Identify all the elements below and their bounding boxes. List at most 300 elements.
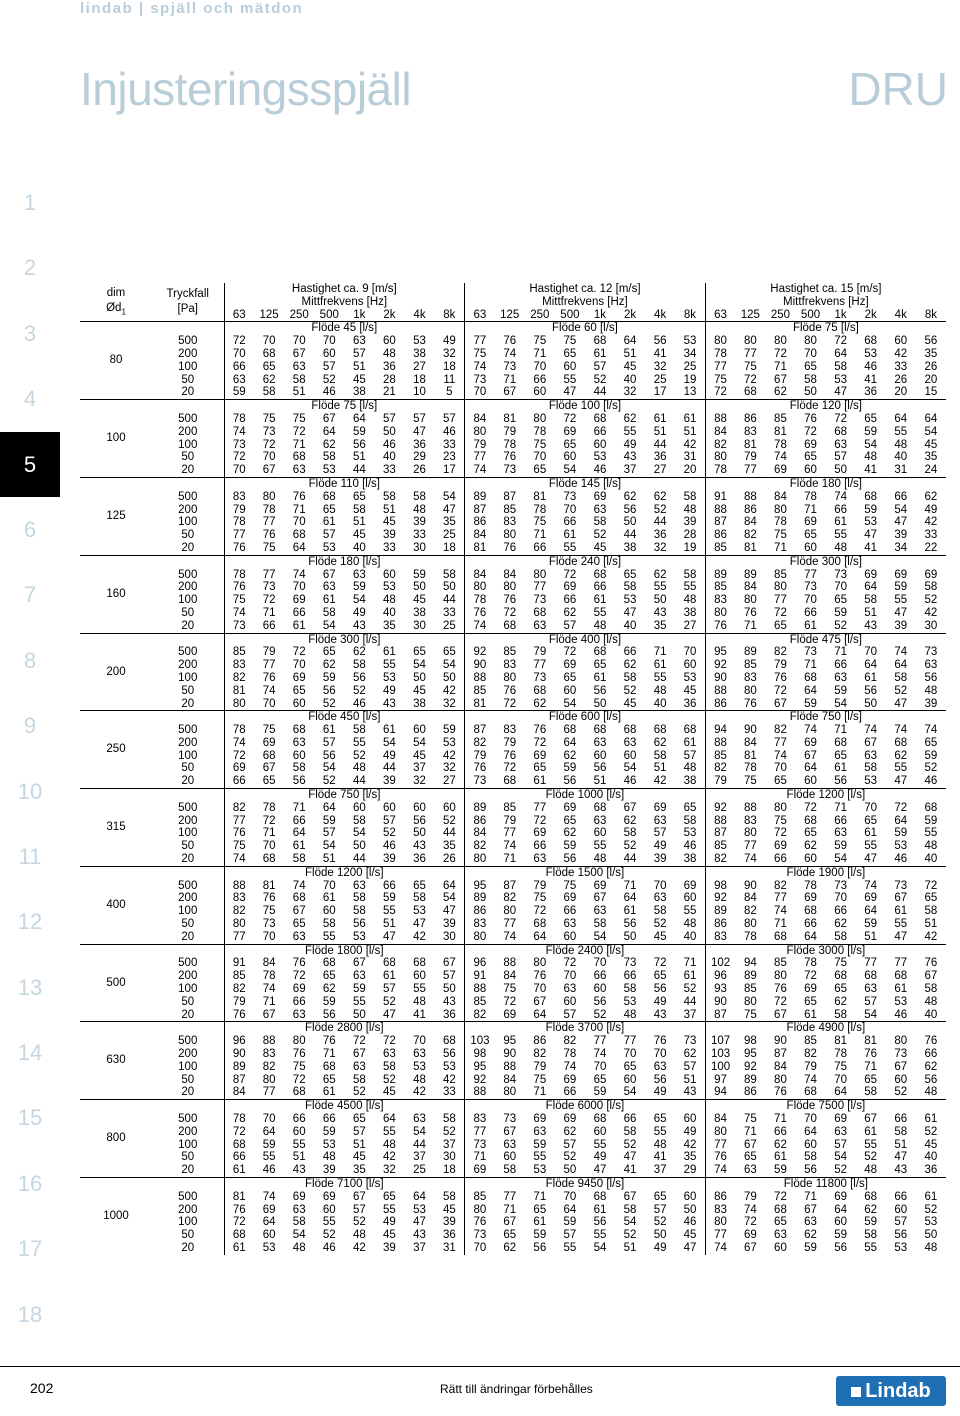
sound-level: 64: [864, 581, 878, 594]
sound-level: 77: [593, 1035, 607, 1048]
sound-level: 80: [465, 581, 495, 594]
chapter-tab-7[interactable]: 7: [23, 582, 37, 608]
table-row: [80, 491, 946, 504]
pressure-blank: [152, 633, 224, 646]
sound-level: 64: [864, 905, 878, 918]
sound-level: 54: [352, 594, 366, 607]
sound-level: 73: [804, 646, 817, 659]
sound-level: 65: [804, 827, 817, 840]
sound-level: 85: [774, 957, 787, 970]
sound-level: 83: [705, 594, 735, 607]
sound-level: 67: [503, 1216, 517, 1229]
pressure-blank: [152, 400, 224, 413]
sound-level: 57: [653, 827, 667, 840]
sound-level: 70: [292, 581, 306, 594]
sound-level: 74: [262, 684, 276, 697]
sound-level: 47: [563, 386, 577, 399]
sound-level: 27: [413, 360, 426, 373]
sound-level: 43: [383, 697, 396, 710]
sound-level: 79: [804, 1060, 817, 1073]
sound-level: 71: [533, 1086, 547, 1099]
chapter-tab-11[interactable]: 11: [18, 843, 42, 869]
sound-level: 58: [623, 581, 637, 594]
dim-value: 250: [80, 711, 152, 789]
sound-level: 51: [924, 918, 938, 931]
sound-level: 65: [804, 360, 817, 373]
sound-level: 60: [533, 386, 547, 399]
sound-level: 60: [442, 801, 456, 814]
sound-level: 75: [743, 1113, 757, 1125]
table-row: [80, 439, 946, 452]
sound-level: 41: [413, 1008, 426, 1021]
sound-level: 87: [224, 1074, 254, 1087]
sound-level: 28: [683, 529, 697, 542]
pressure-value: 20: [181, 775, 195, 788]
chapter-tab-18[interactable]: 18: [17, 1301, 43, 1327]
sound-level: 86: [705, 918, 735, 931]
sound-level: 65: [413, 646, 426, 659]
table-row: [80, 1113, 946, 1126]
sound-level: 80: [705, 451, 735, 464]
sound-level: 59: [924, 814, 938, 827]
sound-level: 64: [804, 762, 817, 775]
pressure-blank: [152, 477, 224, 490]
sound-level: 28: [383, 373, 396, 386]
sound-level: 58: [683, 490, 697, 503]
chapter-tab-2[interactable]: 2: [23, 255, 37, 281]
sound-level: 52: [352, 684, 366, 697]
sound-level: 72: [224, 335, 254, 348]
sound-level: 88: [503, 1060, 517, 1073]
sound-level: 76: [224, 581, 254, 594]
sound-level: 66: [224, 1151, 254, 1164]
sound-level: 82: [224, 672, 254, 685]
sound-level: 55: [894, 918, 908, 931]
sound-level: 64: [834, 347, 847, 360]
sound-level: 43: [864, 619, 878, 632]
sound-level: 76: [262, 892, 276, 905]
sound-level: 69: [503, 1008, 517, 1021]
chapter-tab-1[interactable]: 1: [23, 190, 37, 215]
sound-level: 69: [563, 1113, 577, 1125]
chapter-tab-10[interactable]: 10: [17, 778, 43, 804]
sound-level: 71: [533, 347, 547, 360]
sound-level: 76: [705, 620, 735, 633]
sound-level: 35: [924, 347, 938, 360]
sound-level: 26: [442, 853, 456, 866]
sound-level: 67: [924, 970, 938, 983]
sound-level: 75: [262, 905, 276, 918]
sound-level: 88: [743, 801, 757, 814]
flow-label: Flöde 9450 [l/s]: [465, 1177, 706, 1190]
sound-level: 58: [383, 490, 396, 503]
sound-level: 56: [623, 503, 637, 516]
sound-level: 36: [383, 360, 396, 373]
sound-level: 63: [834, 671, 847, 684]
freq-value: 1k: [353, 308, 366, 321]
freq-value: 500: [319, 308, 339, 321]
sound-level: 89: [743, 970, 757, 983]
sound-level: 67: [864, 736, 878, 749]
sound-level: 53: [623, 995, 637, 1008]
sound-level: 52: [623, 684, 637, 697]
sound-level: 53: [834, 373, 847, 386]
sound-level: 39: [383, 775, 396, 788]
sound-level: 68: [224, 1139, 254, 1152]
sound-level: 43: [683, 1086, 697, 1099]
sound-level: 53: [533, 1164, 547, 1177]
sound-level: 51: [623, 347, 637, 360]
chapter-tab-4[interactable]: 4: [23, 386, 37, 412]
sound-level: 46: [924, 775, 938, 788]
sound-level: 77: [743, 347, 757, 360]
sound-level: 60: [322, 347, 336, 360]
sound-level: 83: [224, 892, 254, 905]
pressure-value: 200: [178, 425, 198, 438]
sound-level: 75: [465, 348, 495, 361]
sound-level: 82: [774, 646, 787, 659]
sound-level: 84: [743, 516, 757, 529]
sound-level: 57: [352, 1203, 366, 1216]
flow-label: Flöde 145 [l/s]: [465, 477, 706, 490]
sound-level: 65: [623, 568, 637, 581]
sound-level: 69: [563, 892, 577, 905]
chapter-tab-15[interactable]: 15: [17, 1105, 43, 1131]
chapter-tab-3[interactable]: 3: [23, 320, 37, 346]
sound-level: 68: [834, 970, 847, 983]
sound-level: 76: [804, 412, 817, 425]
sound-level: 47: [864, 853, 878, 866]
sound-level: 68: [593, 335, 607, 348]
flow-label: Flöde 180 [l/s]: [705, 477, 946, 490]
sound-level: 92: [743, 1060, 757, 1073]
pressure-value: 500: [178, 1190, 198, 1203]
sound-level: 56: [292, 775, 306, 788]
chapter-tab-17[interactable]: 17: [17, 1236, 43, 1262]
sound-level: 27: [653, 464, 667, 477]
sound-level: 33: [442, 606, 456, 619]
sound-level: 64: [262, 1125, 276, 1138]
sound-level: 43: [292, 1164, 306, 1177]
sound-level: 68: [593, 724, 607, 737]
sound-level: 35: [683, 1151, 697, 1164]
sound-level: 88: [224, 880, 254, 893]
sound-level: 80: [503, 905, 517, 918]
sound-level: 29: [413, 451, 426, 464]
sound-level: 82: [774, 879, 787, 892]
sound-level: 60: [413, 801, 426, 814]
sound-level: 52: [834, 619, 847, 632]
sound-level: 63: [563, 983, 577, 996]
sound-level: 64: [322, 425, 336, 438]
sound-level: 53: [322, 541, 336, 554]
sound-level: 69: [593, 490, 607, 503]
sound-level: 84: [705, 426, 735, 439]
sound-level: 39: [894, 529, 908, 542]
sound-level: 37: [683, 1008, 697, 1021]
sound-level: 67: [352, 1190, 366, 1203]
sound-level: 53: [683, 335, 697, 348]
sound-level: 52: [322, 775, 336, 788]
sound-level: 63: [593, 503, 607, 516]
sound-level: 92: [465, 646, 495, 659]
sound-level: 55: [894, 594, 908, 607]
table-row: [80, 762, 946, 775]
freq-value: 250: [770, 308, 791, 321]
sound-level: 54: [834, 697, 847, 710]
pressure-value: 50: [181, 995, 195, 1008]
table-row: [80, 581, 946, 594]
sound-level: 26: [894, 373, 908, 386]
sound-level: 68: [834, 425, 847, 438]
sound-level: 58: [653, 905, 667, 918]
sound-level: 95: [503, 1035, 517, 1048]
sound-level: 58: [683, 568, 697, 581]
sound-level: 46: [383, 438, 396, 451]
sound-level: 69: [924, 568, 938, 581]
sound-level: 52: [623, 1229, 637, 1242]
table-row: [80, 529, 946, 542]
table-row: [80, 361, 946, 374]
chapter-tab-12[interactable]: 12: [17, 909, 43, 935]
sound-level: 85: [705, 840, 735, 853]
table-row: [80, 569, 946, 582]
sound-level: 35: [383, 619, 396, 632]
sound-level: 87: [774, 1048, 787, 1061]
sound-level: 45: [352, 529, 366, 542]
sound-level: 59: [322, 671, 336, 684]
sound-level: 72: [503, 697, 517, 710]
sound-level: 73: [262, 918, 276, 931]
sound-data-table: [80, 283, 946, 1255]
sound-level: 77: [465, 451, 495, 464]
sound-level: 55: [593, 606, 607, 619]
freq-header: Mittfrekvens [Hz]: [465, 296, 706, 309]
sound-level: 56: [322, 749, 336, 762]
sound-level: 78: [262, 801, 276, 814]
sound-level: 60: [894, 1073, 908, 1086]
sound-level: 72: [924, 879, 938, 892]
chapter-tab-8[interactable]: 8: [23, 647, 37, 673]
pressure-blank: [152, 1022, 224, 1035]
sound-level: 61: [864, 1125, 878, 1138]
sound-level: 49: [653, 995, 667, 1008]
sound-level: 92: [705, 892, 735, 905]
sound-level: 65: [322, 1073, 336, 1086]
sound-level: 78: [804, 879, 817, 892]
sound-level: 88: [705, 737, 735, 750]
sound-level: 51: [683, 425, 697, 438]
sound-level: 54: [593, 1241, 607, 1254]
pressure-value: 20: [181, 619, 195, 632]
sound-level: 84: [465, 569, 495, 582]
sound-level: 48: [413, 503, 426, 516]
page-title: Injusteringsspjäll: [80, 63, 412, 115]
sound-level: 48: [864, 451, 878, 464]
sound-level: 72: [834, 412, 847, 425]
pressure-value: 200: [178, 1203, 198, 1216]
sound-level: 54: [442, 490, 456, 503]
flow-label: Flöde 75 [l/s]: [705, 322, 946, 335]
sound-level: 59: [864, 918, 878, 931]
sound-level: 79: [743, 1190, 757, 1203]
sound-level: 56: [924, 1073, 938, 1086]
sound-level: 65: [292, 684, 306, 697]
sound-level: 63: [352, 335, 366, 348]
sound-level: 78: [262, 503, 276, 516]
sound-level: 74: [924, 724, 938, 737]
sound-level: 95: [705, 646, 735, 659]
sound-level: 84: [224, 1086, 254, 1099]
sound-level: 19: [683, 373, 697, 386]
sound-level: 56: [563, 775, 577, 788]
sound-level: 55: [683, 905, 697, 918]
sound-level: 66: [224, 361, 254, 374]
sound-level: 63: [533, 619, 547, 632]
sound-level: 48: [924, 684, 938, 697]
sound-level: 77: [503, 918, 517, 931]
sound-level: 69: [563, 801, 577, 814]
sound-level: 51: [623, 1241, 637, 1254]
lindab-logo: [836, 1376, 946, 1406]
sound-level: 68: [683, 724, 697, 737]
sound-level: 70: [563, 1190, 577, 1203]
sound-level: 56: [593, 762, 607, 775]
pressure-value: 500: [178, 724, 198, 737]
pressure-blank: [152, 1177, 224, 1190]
pressure-value: 50: [181, 918, 195, 931]
table-row: [80, 335, 946, 348]
sound-level: 72: [292, 1073, 306, 1086]
sound-level: 49: [653, 1086, 667, 1099]
sound-level: 58: [683, 814, 697, 827]
sound-level: 65: [322, 646, 336, 659]
sound-level: 73: [224, 620, 254, 633]
sound-level: 42: [352, 1241, 366, 1254]
chapter-tab-5[interactable]: 5: [0, 432, 60, 497]
sound-level: 54: [623, 1086, 637, 1099]
sound-level: 50: [653, 1229, 667, 1242]
sound-level: 62: [653, 568, 667, 581]
sound-level: 72: [705, 386, 735, 399]
sound-level: 51: [864, 606, 878, 619]
sound-level: 60: [413, 970, 426, 983]
sound-level: 68: [804, 814, 817, 827]
freq-value: 1k: [834, 308, 847, 321]
sound-level: 52: [593, 1008, 607, 1021]
sound-level: 49: [352, 606, 366, 619]
sound-level: 63: [593, 905, 607, 918]
sound-level: 83: [224, 491, 254, 504]
sound-level: 61: [804, 1008, 817, 1021]
sound-level: 48: [322, 1151, 336, 1164]
sound-level: 68: [322, 490, 336, 503]
sound-level: 82: [224, 802, 254, 815]
sound-level: 52: [352, 749, 366, 762]
sound-level: 68: [864, 970, 878, 983]
chapter-tab-14[interactable]: 14: [17, 1040, 43, 1066]
sound-level: 80: [743, 335, 757, 348]
sound-level: 63: [224, 374, 254, 387]
sound-level: 42: [442, 1073, 456, 1086]
sound-level: 58: [864, 762, 878, 775]
freq-value: 4k: [413, 308, 426, 321]
sound-level: 68: [322, 1060, 336, 1073]
sound-level: 33: [924, 529, 938, 542]
sound-level: 74: [804, 1073, 817, 1086]
sound-level: 78: [774, 438, 787, 451]
sound-level: 81: [743, 541, 757, 554]
sound-level: 72: [224, 451, 254, 464]
sound-level: 63: [924, 659, 938, 672]
sound-level: 88: [503, 957, 517, 970]
sound-level: 47: [593, 1164, 607, 1177]
sound-level: 60: [322, 1203, 336, 1216]
sound-level: 57: [683, 1060, 697, 1073]
sound-level: 42: [653, 775, 667, 788]
sound-level: 76: [503, 335, 517, 348]
sound-level: 58: [834, 1008, 847, 1021]
sound-level: 56: [653, 1073, 667, 1086]
sound-level: 36: [924, 1164, 938, 1177]
sound-level: 55: [383, 1203, 396, 1216]
table-row: [80, 737, 946, 750]
sound-level: 71: [465, 1151, 495, 1164]
sound-level: 69: [834, 1113, 847, 1125]
sound-level: 76: [653, 1035, 667, 1048]
sound-level: 60: [593, 983, 607, 996]
sound-level: 77: [224, 931, 254, 944]
sound-level: 63: [292, 736, 306, 749]
pressure-value: 100: [178, 827, 198, 840]
sound-level: 87: [465, 504, 495, 517]
sound-level: 61: [834, 516, 847, 529]
sound-level: 68: [864, 1190, 878, 1203]
sound-level: 71: [503, 373, 517, 386]
sound-level: 63: [292, 1203, 306, 1216]
sound-level: 60: [292, 697, 306, 710]
dim-value: 125: [80, 477, 152, 555]
sound-level: 55: [383, 659, 396, 672]
chapter-tab-6[interactable]: 6: [23, 516, 37, 542]
pressure-value: 50: [181, 373, 195, 386]
chapter-tab-9[interactable]: 9: [23, 713, 37, 739]
flow-label: Flöde 400 [l/s]: [465, 633, 706, 646]
sound-level: 80: [774, 970, 787, 983]
sound-level: 91: [224, 957, 254, 970]
sound-level: 65: [533, 464, 547, 477]
chapter-tab-13[interactable]: 13: [17, 974, 43, 1000]
sound-level: 70: [322, 879, 336, 892]
sound-level: 44: [352, 775, 366, 788]
sound-level: 84: [503, 1073, 517, 1086]
sound-level: 83: [262, 1048, 276, 1061]
sound-level: 71: [262, 827, 276, 840]
sound-level: 50: [623, 516, 637, 529]
sound-level: 68: [623, 724, 637, 737]
sound-level: 85: [503, 801, 517, 814]
chapter-tab-16[interactable]: 16: [17, 1170, 43, 1196]
sound-level: 58: [623, 827, 637, 840]
pressure-value: 100: [178, 594, 198, 607]
sound-level: 25: [653, 373, 667, 386]
pressure-value: 500: [178, 646, 198, 659]
sound-level: 81: [834, 1035, 847, 1048]
sound-level: 27: [442, 775, 456, 788]
pressure-value: 50: [181, 1229, 195, 1242]
sound-level: 70: [623, 1048, 637, 1061]
sound-level: 48: [924, 840, 938, 853]
